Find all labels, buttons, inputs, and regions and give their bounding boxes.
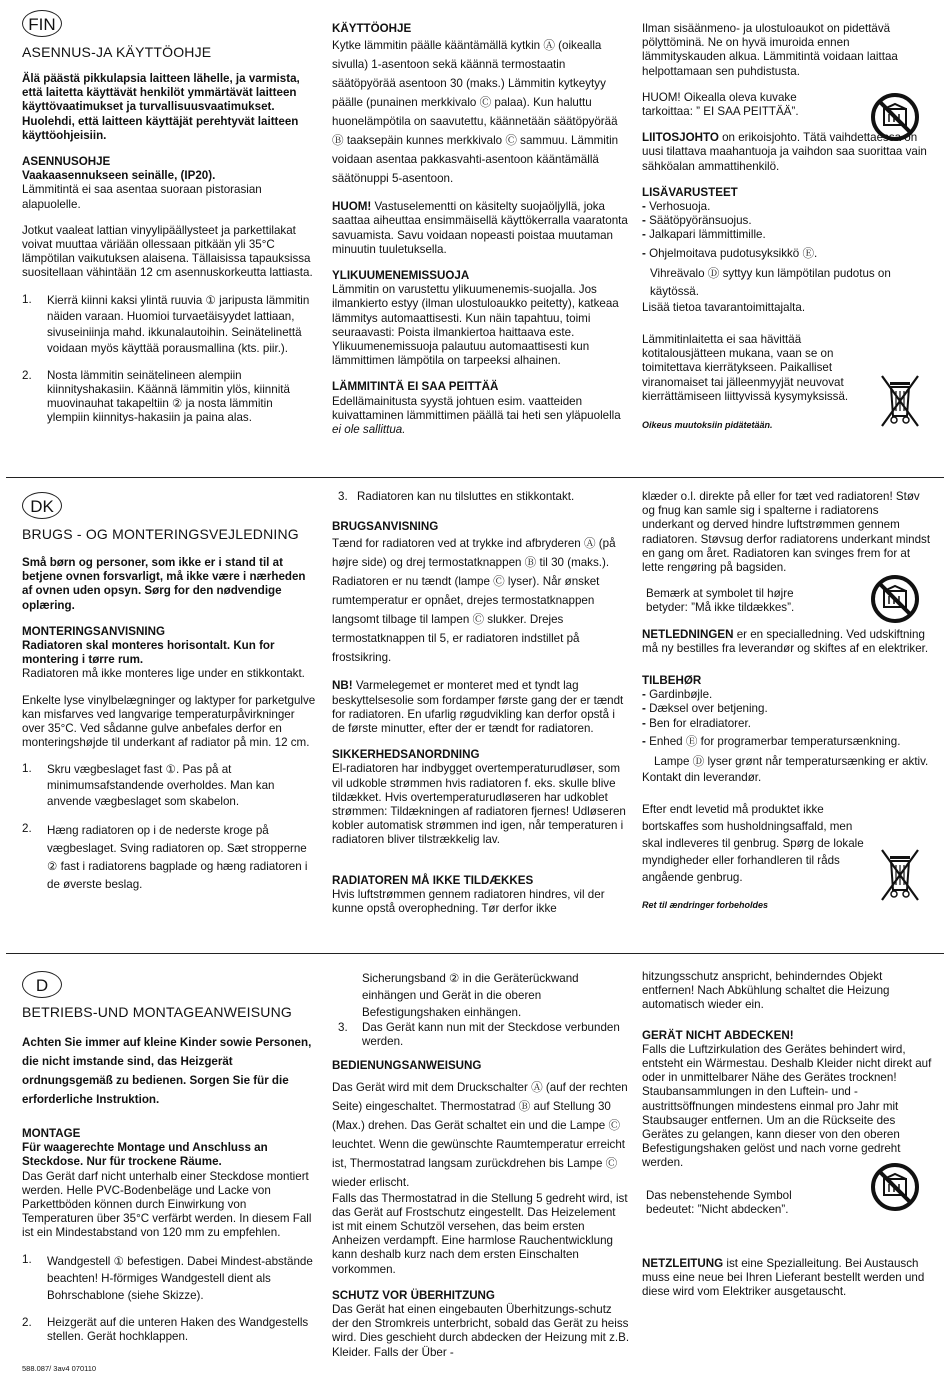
dk-floor-text: Enkelte lyse vinylbelægninger og laktyper for parketgulve kan misfarves ved langvarige temperaturpåvirkninger over 35°C. Ved sådanne gulve anbefales derfor en monteringshøjde til underkant af radiator på min. 12 cm. [22, 693, 316, 750]
dk-install-sub: Radiatoren skal monteres horisontalt. Kun for montering i tørre rum. [22, 639, 275, 667]
dk-acc-lamp: Lampe Ⓓ lyser grønt når temperatursænking er aktiv. [654, 755, 929, 769]
fin-disposal: Lämmitinlaitetta ei saa hävittää kotitalousjätteen mukana, vaan se on toimitettava kierrätykseen. Paikalliset viranomaiset tai jälleenmyyjät neuvovat kierrättämiseen liittyvissä kysymyksissä. [642, 333, 849, 403]
dk-use-text: Tænd for radiatoren ved at trykke ind afbryderen Ⓐ (på højre side) og drej termostatknappen Ⓑ til 30 (maks.). Radiatoren er nu tændt (lampe Ⓒ lyser). Når ønsket rumtemperatur er opnået, drejes termostatknappen langsomt tilbage til lampen Ⓒ slukker. Drejes termostatknappen til 5, er radiatoren indstillet på frostsikring. [332, 537, 616, 665]
language-badge-dk: DK [22, 492, 62, 519]
fin-dust-text: Ilman sisäänmeno- ja ulostuloaukot on pidettävä pölyttöminä. Ne on hyvä imuroida ennen lämmityskauden alkua. Lämmitintä voidaan laittaa helpottamaan sen puhdistusta. [642, 22, 898, 78]
fin-symbol-text: HUOM! Oikealla oleva kuvake tarkoittaa: ” EI SAA PEITTÄÄ”. [642, 90, 799, 119]
d-overheat-cont: hitzungsschutz anspricht, behinderndes Objekt entfernen! Nach Abkühlung schaltet die Heizung automatisch wieder ein. [642, 970, 890, 1012]
list-item: 1. Wandgestell ① befestigen. Dabei Mindest-abstände beachten! H-förmiges Wandgestell dient als Bohrschablone (siehe Skizze). [22, 1252, 313, 1302]
dk-note: NB! Varmelegemet er monteret med et tyndt lag beskyttelsesolie som fordamper første gang der er tændt for radiatoren. En ufarlig røgudvikling kan derfor opstå i de første minutter, efter der er tændt for radiatoren. [332, 679, 624, 736]
fin-column-1 [22, 72, 317, 437]
d-title: BETRIEBS-UND MONTAGEANWEISUNG [22, 1004, 293, 1020]
dk-cover-text-a: Hvis luftstrømmen gennem radiatoren hindres, vil der kunne opstå overophedning. Tør derfor ikke [332, 887, 605, 916]
fin-rights: Oikeus muutoksiin pidätetään. [642, 420, 773, 431]
fin-column-3 [642, 22, 932, 432]
d-step2-cont: Sicherungsband ② in die Geräterückwand einhängen und Gerät in die oberen Befestigungshaken einhängen. [362, 972, 579, 1019]
fin-acc-more: Lisää tietoa tavarantoimittajalta. [642, 300, 806, 314]
fin-install-text: Lämmitintä ei saa asentaa suoraan pistorasian alapuolelle. [22, 183, 262, 211]
dk-column-1 [22, 556, 317, 906]
fin-title: ASENNUS-JA KÄYTTÖOHJE [22, 44, 212, 60]
fin-acc-heading: LISÄVARUSTEET [642, 185, 738, 199]
dk-use-heading: BRUGSANVISNING [332, 520, 439, 534]
list-item: - Gardinbøjle. [642, 688, 713, 702]
dk-install-text: Radiatoren må ikke monteres lige under en stikkontakt. [22, 667, 305, 681]
footer-code: 588.087/ 3av4 070110 [22, 1364, 97, 1373]
fin-cord: LIITOSJOHTO on erikoisjohto. Tätä vaihdettaessa on uusi tilattava maahantuoja ja vaihdon saa suorittaa vain sähköalan ammattihenkilö. [642, 131, 927, 173]
dk-install-heading: MONTERINGSANVISNING [22, 624, 165, 638]
fin-overheat-heading: YLIKUUMENEMISSUOJA [332, 269, 470, 283]
fin-cover-text: Edellämainitusta syystä johtuen esim. vaatteiden kuivattaminen lämmittimen päällä tai heti sen yläpuolella ei ole sallittua. [332, 394, 621, 437]
d-column-3 [642, 970, 932, 1300]
dk-title: BRUGS - OG MONTERINGSVEJLEDNING [22, 526, 299, 542]
dk-column-2 [332, 490, 630, 916]
fin-acc-lamp: Vihreävalo Ⓓ syttyy kun lämpötilan pudotus on käytössä. [650, 266, 891, 298]
fin-note: HUOM! Vastuselementti on käsitelty suojaöljyllä, joka saattaa aiheuttaa ensimmäisellä käyttökerralla vaaratonta savuamista. Savu voidaan nopeasti poistaa muutaman minuutin tuuletuksella. [332, 200, 628, 256]
d-cover-text: Falls die Luftzirkulation des Gerätes behindert wird, entsteht ein Wärmestau. Deshalb Kleider nicht direkt auf oder in unmittelbarer Nähe des Gerätes trocknen! Staubansammlungen in den Luftein- und -austrittsöffnungen mindestens einmal pro Jahr mit Staubsauger entfernen. Um an die Rückseite des Gerätes zu gelangen, kann dieser von den oberen Befestigungshaken gelöst und nach vorne gedreht werden. [642, 1042, 932, 1170]
fin-cover-heading: LÄMMITINTÄ EI SAA PEITTÄÄ [332, 380, 499, 394]
list-item: - Dæksel over betjening. [642, 702, 768, 716]
d-symbol-text: Das nebenstehende Symbol bedeutet: ”Nicht abdecken”. [646, 1188, 792, 1216]
d-cord: NETZLEITUNG ist eine Spezialleitung. Bei Austausch muss eine neue bei Ihren Lieferant bestellt werden und diese wird vom Elektriker ausgetauscht. [642, 1257, 925, 1299]
dk-overheat-heading: SIKKERHEDSANORDNING [332, 748, 480, 762]
fin-column-2 [332, 22, 630, 437]
d-use-heading: BEDIENUNGSANWEISUNG [332, 1059, 482, 1073]
list-item: - Verhosuoja. [642, 200, 711, 214]
weee-bin-icon [878, 846, 922, 904]
no-cover-icon [870, 1162, 920, 1212]
list-item: - Säätöpyöränsuojus. [642, 214, 752, 228]
d-column-1 [22, 1033, 317, 1356]
list-item: 2. Heizgerät auf die unteren Haken des Wandgestells stellen. Gerät hochklappen. [22, 1315, 309, 1343]
list-item: 1. Kierrä kiinni kaksi ylintä ruuvia ① jaripusta lämmitin näiden varaan. Huomioi turvaetäisyydet lattiaan, sivuseiniinja mahd. ikkunalautoihin. Seinätelinettä voidaan myös käyttää porausmallina (kts. piir.). [22, 292, 310, 355]
list-item: 3. Das Gerät kann nun mit der Steckdose verbunden werden. [338, 1021, 620, 1049]
list-item: - Enhed Ⓔ for programerbar temperatursænkning. [642, 734, 901, 748]
d-warning: Achten Sie immer auf kleine Kinder sowie Personen, die nicht imstande sind, das Heizgerät ordnungsgemäß zu bedienen. Sorgen Sie für die erforderliche Instruktion. [22, 1036, 312, 1106]
fin-use-text: Kytke lämmitin päälle kääntämällä kytkin Ⓐ (oikealla sivulla) 1-asentoon sekä käännä termostaatin säätöpyörää asentoon 30 (maks.) Lämmitin kytkeytyy päälle (punainen merkkivalo Ⓒ palaa). Kun haluttu huonelämpötila on saavutettu, käännetään säätöpyörää Ⓑ taaksepäin kunnes merkkivalo Ⓒ sammuu. Lämmitin voidaan asentaa pakkasvahti-asentoon kääntämällä säätönuppi 5-asentoon. [332, 39, 619, 186]
language-badge-d: D [22, 971, 62, 998]
dk-cover-heading: RADIATOREN MÅ IKKE TILDÆKKES [332, 873, 534, 887]
fin-use-heading: KÄYTTÖOHJE [332, 22, 412, 35]
fin-warning: Älä päästä pikkulapsia laitteen lähelle, ja varmista, että laitetta käyttävät henkilöt ymmärtävät laitteen käyttövaatimukset ja turvallisuusvaatimukset. Huolehdi, että laitteen käyttäjät perehtyvät laitteen käyttöohjeisiin. [22, 72, 300, 142]
d-install-text: Das Gerät darf nicht unterhalb einer Steckdose montiert werden. Helle PVC-Bodenbeläge und Lacke von Parkettböden können durch Einwirkung von Temperaturen über 35°C verfärbt werden. In diesem Fall ist ein Mindestabstand von 120 mm zu empfehlen. [22, 1169, 312, 1240]
dk-cord: NETLEDNINGEN er en specialledning. Ved udskiftning må ny bestilles fra leverandør og skiftes af en elektriker. [642, 627, 929, 655]
fin-floor-text: Jotkut vaaleat lattian vinyylipäällysteet ja parkettilakat voivat muuttaa väriään ollessaan pitkään yli 35°C lämpötilan vaikutuksen alaisena. Tällaisissa tapauksissa suositellaan vähintään 12 cm asennuskorkeutta lattiasta. [22, 223, 313, 280]
dk-warning: Små børn og personer, som ikke er i stand til at betjene ovnen forsvarligt, må ikke være i nærheden af ovnen uden opsyn. Sørg for den nødvendige oplæring. [22, 556, 306, 612]
dk-rights: Ret til ændringer forbeholdes [642, 900, 769, 911]
d-overheat-heading: SCHUTZ VOR ÜBERHITZUNG [332, 1288, 495, 1302]
d-overheat-text: Das Gerät hat einen eingebauten Überhitzungs-schutz der den Stromkreis unterbricht, sobald das Gerät zu heiss wird. Dies geschieht durch abdecken der Heizung mit z.B. Kleider. Falls der Über - [332, 1303, 630, 1359]
dk-cover-text-b: klæder o.l. direkte på eller for tæt ved radiatoren! Støv og fnug kan samle sig i spalterne i radiatorens underkant og derved hindre luftstrømmen gennem radiatoren. Støvsug derfor radiatorens underkant mindst en gang om året. Radiatoren kan svinges frem for at lette rengøring på bagsiden. [642, 490, 931, 575]
list-item: - Ben for elradiatorer. [642, 716, 751, 730]
d-column-2 [332, 970, 630, 1360]
fin-overheat-text: Lämmitin on varustettu ylikuumenemis-suojalla. Jos ilmankierto estyy (ilman ulostuloaukko peitetty), katkeaa lämmitys automaattisesti. Kun näin tapahtuu, toimi seuraavasti: Poista ilmankiertoa haittaava este. Ylikuumenemissuoja palautuu automaattisesti kun lämmittimen lämpötila on tarpeeksi alhainen. [332, 283, 619, 368]
list-item: - Ohjelmoitava pudotusyksikkö Ⓔ. [642, 246, 818, 260]
fin-steps [22, 293, 317, 426]
weee-bin-icon [878, 372, 922, 430]
dk-acc-heading: TILBEHØR [642, 674, 702, 688]
dk-disposal: Efter endt levetid må produktet ikke bortskaffes som husholdningsaffald, men skal indleveres til genbrug. Spørg de lokale myndigheder eller forhandleren til råds angående genbrug. [642, 803, 864, 885]
section-divider-d [6, 953, 944, 954]
dk-acc-more: Kontakt din leverandør. [642, 771, 762, 785]
d-install-sub: Für waagerechte Montage und Anschluss an Steckdose. Nur für trockene Räume. [22, 1141, 268, 1169]
d-use-text: Das Gerät wird mit dem Druckschalter Ⓐ (auf der rechten Seite) eingeschaltet. Thermostatrad Ⓑ auf Stellung 30 (Max.) drehen. Das Gerät schaltet ein und die Lampe Ⓒ leuchtet. Wenn die gewünschte Raumtemperatur erreicht ist, Thermostatrad langsam zurückdrehen bis Lampe Ⓒ wieder erlischt. [332, 1080, 628, 1189]
dk-steps [22, 762, 317, 894]
dk-overheat-text: El-radiatoren har indbygget overtemperaturudløser, som vil udkoble strømmen hvis radiatoren f. eks. skulle blive tildækket. Hvis overtemperaturudløseren har udkoblet strømmen: Tildækningen af radiatoren fjernes! Udløseren kobler automatisk strømmen ind igen, når temperaturen i radiatoren bliver tilstrækkelig lav. [332, 762, 626, 847]
list-item: 2. Nosta lämmitin seinätelineen alempiin kiinnityshakasiin. Käännä lämmitin ylös, kiinnitä muovinauhat takapeltiin ② ja nosta lämmitin ylempiin kiinnitys-hakasiin ja paina alas. [22, 368, 290, 425]
dk-symbol-text: Bemærk at symbolet til højre betyder: ”Må ikke tildækkes”. [646, 587, 795, 615]
d-steps [22, 1253, 317, 1344]
fin-install-sub: Vaakaasennukseen seinälle, (IP20). [22, 169, 216, 183]
language-badge-fin: FIN [22, 10, 62, 37]
no-cover-icon [870, 92, 920, 142]
section-divider-dk [6, 477, 944, 478]
list-item: 3. Radiatoren kan nu tilsluttes en stikkontakt. [338, 490, 575, 503]
list-item: 1. Skru vægbeslaget fast ①. Pas på at minimumsafstandende overholdes. Man kan anvende vægbeslaget som skabelon. [22, 762, 275, 809]
no-cover-icon [870, 574, 920, 624]
list-item: 2. Hæng radiatoren op i de nederste kroge på vægbeslaget. Sving radiatoren op. Sæt stropperne ② fast i radiatorens bagplade og hæng radiatoren i de øverste beslag. [22, 822, 308, 892]
d-install-heading: MONTAGE [22, 1127, 81, 1140]
fin-install-heading: ASENNUSOHJE [22, 155, 111, 169]
d-frost-text: Falls das Thermostatrad in die Stellung 5 gedreht wird, ist das Gerät auf Frostschutz eingestellt. Das Heizelement ist mit einem Schutzöl versehen, das beim ersten Anheizen verdampft. Eine harmlose Rauchentwicklung kann deshalb kurz nach dem ersten Einschalten vorkommen. [332, 1191, 628, 1276]
list-item: - Jalkapari lämmittimille. [642, 228, 766, 242]
d-cover-heading: GERÄT NICHT ABDECKEN! [642, 1028, 794, 1042]
